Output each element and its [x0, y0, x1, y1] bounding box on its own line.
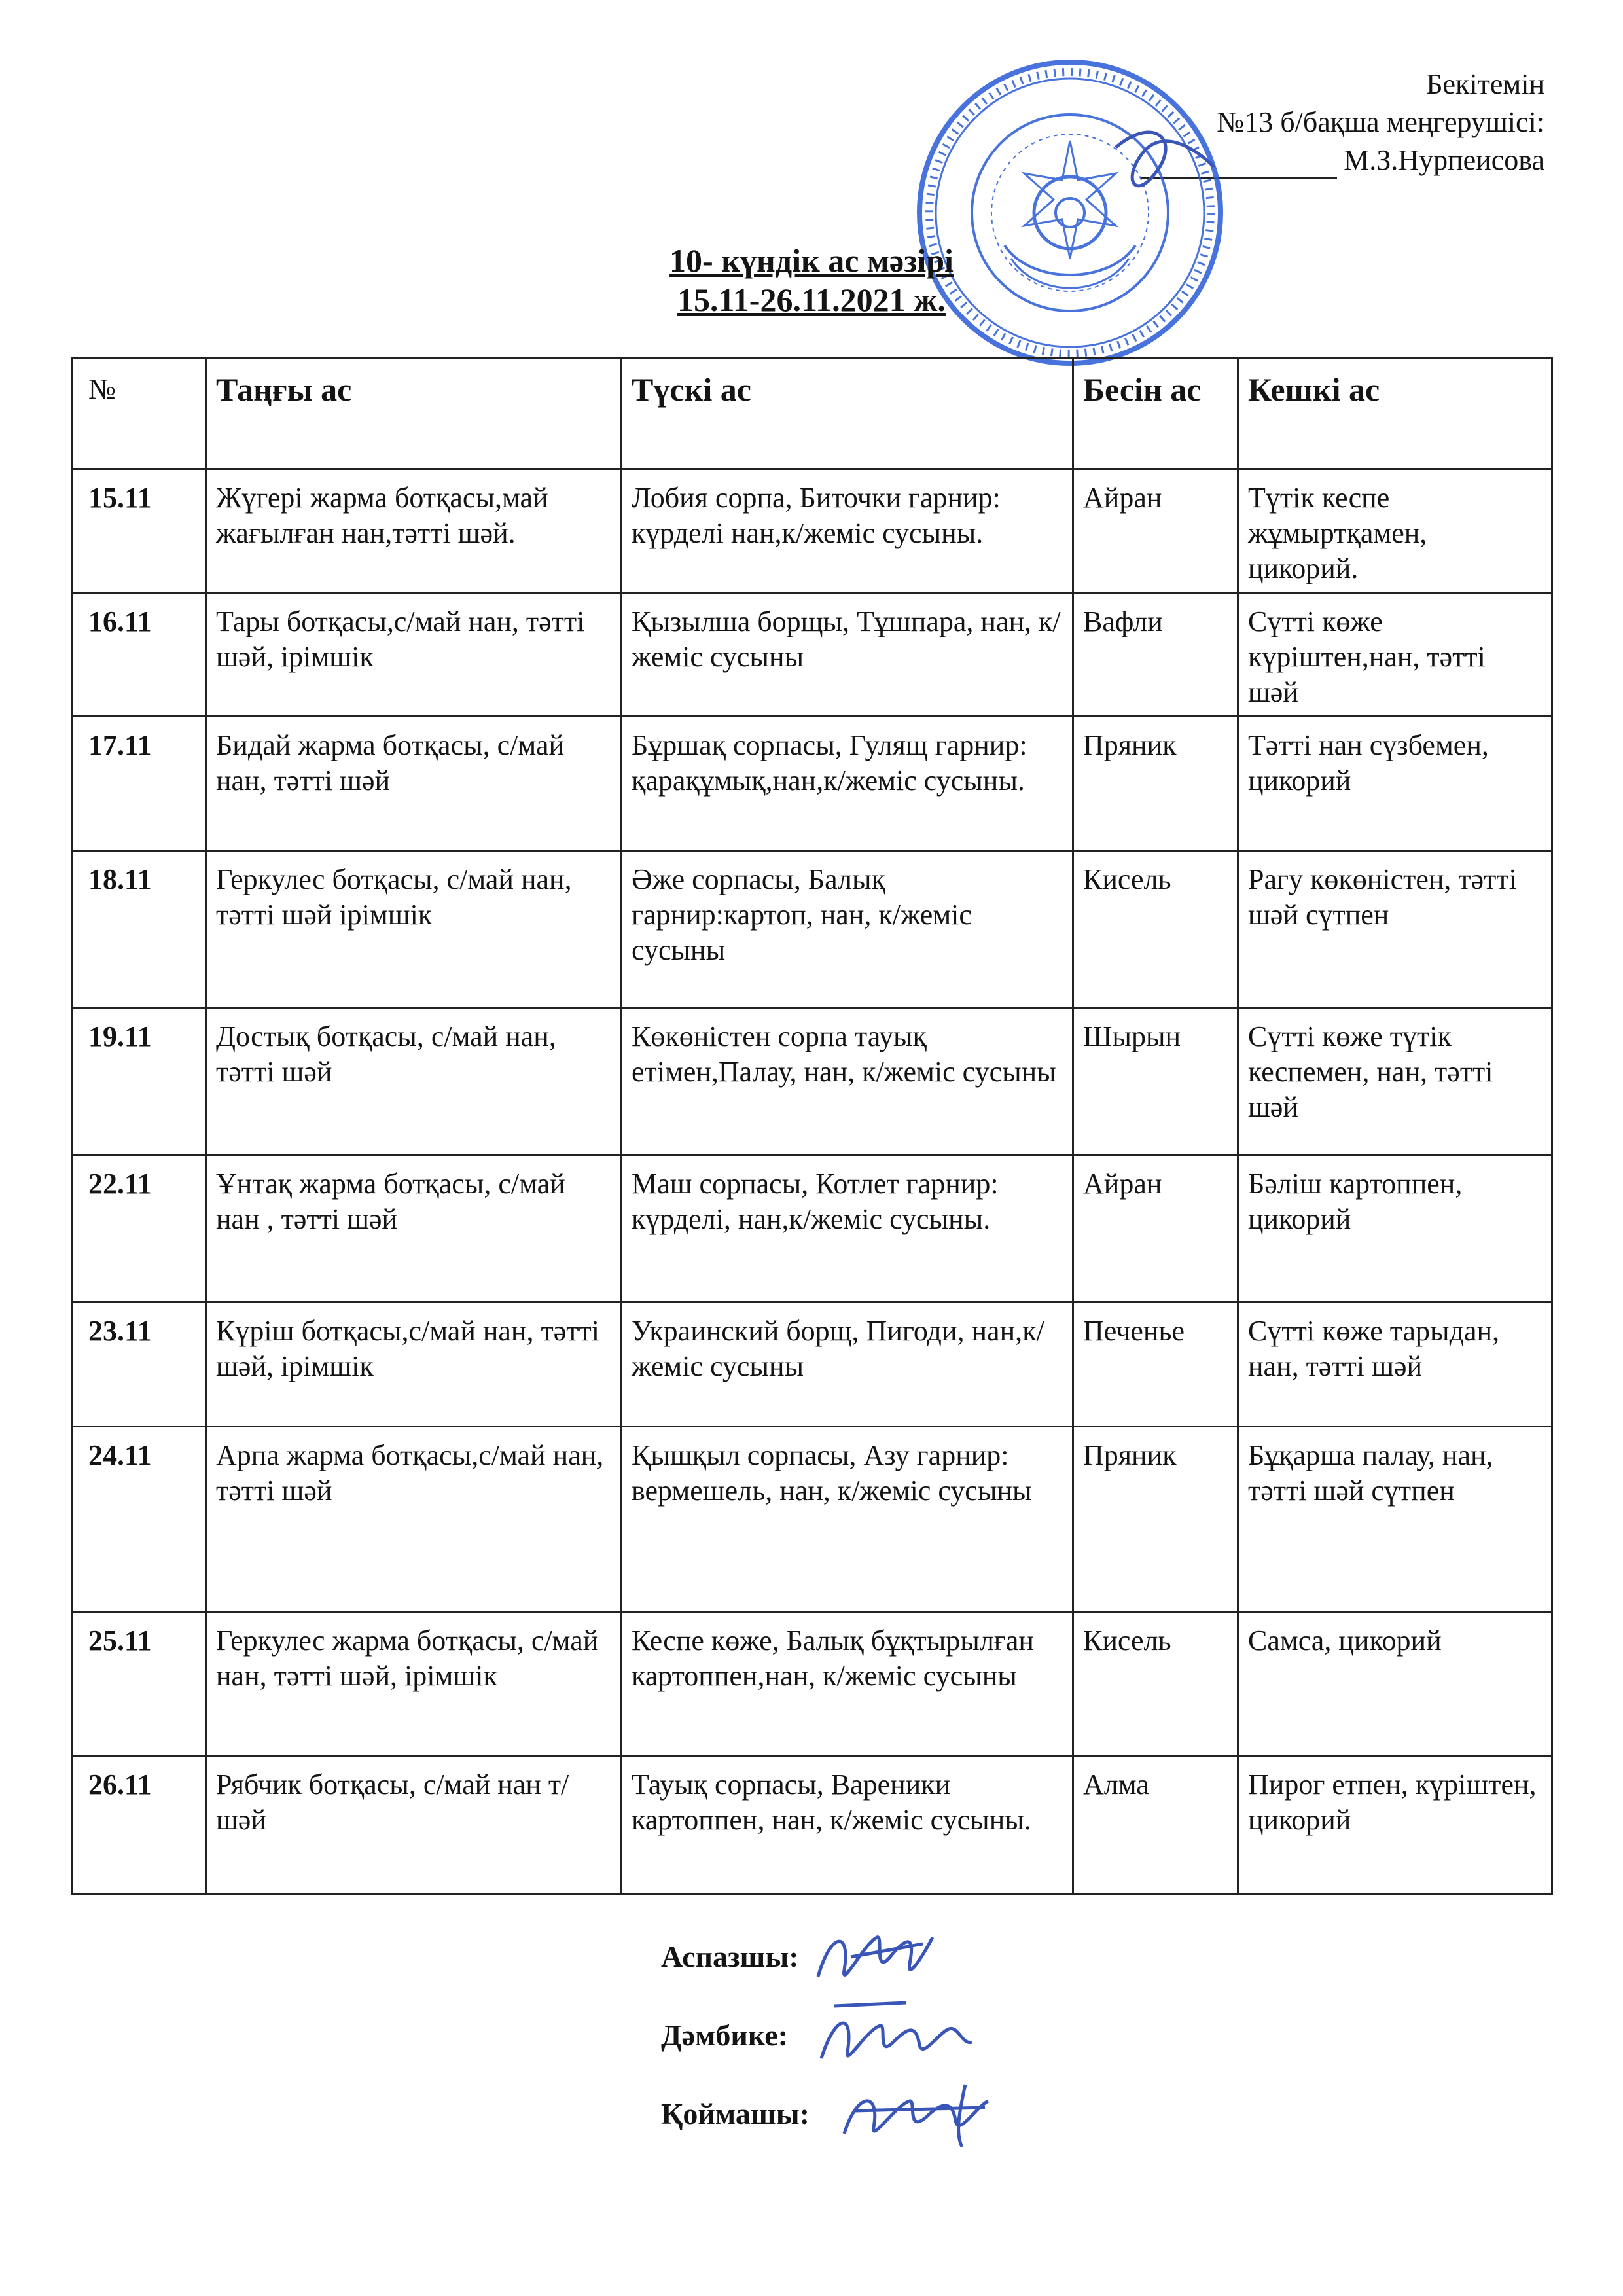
storekeeper-label: Қоймашы: — [661, 2097, 810, 2130]
row-lunch: Көкөністен сорпа тауық етімен,Палау, нан, к/жеміс сусыны — [622, 1008, 1073, 1155]
row-date: 19.11 — [72, 1008, 206, 1155]
approval-title: Бекітемін — [1426, 68, 1544, 100]
row-breakfast: Достық ботқасы, с/май нан, тәтті шәй — [206, 1008, 622, 1155]
row-dinner: Пирог етпен, күріштен, цикорий — [1238, 1756, 1552, 1895]
menu-title — [0, 241, 1623, 319]
official-seal-stamp — [906, 49, 1234, 376]
row-lunch: Тауық сорпасы, Вареники картоппен, нан, к/жеміс сусыны. — [622, 1756, 1073, 1895]
signature-row-storekeeper — [661, 2088, 810, 2166]
row-lunch: Украинский борщ, Пигоди, нан,к/жеміс сусыны — [622, 1302, 1073, 1427]
signature-row-nurse — [661, 2009, 810, 2088]
row-lunch: Қызылша борщы, Тұшпара, нан, к/жеміс сусыны — [622, 593, 1073, 717]
table-row — [72, 469, 1552, 593]
row-snack: Айран — [1073, 1155, 1238, 1302]
header-lunch: Түскі ас — [622, 358, 1073, 469]
row-breakfast: Арпа жарма ботқасы,с/май нан, тәтті шәй — [206, 1427, 622, 1612]
row-breakfast: Жүгері жарма ботқасы,май жағылған нан,тәтті шәй. — [206, 469, 622, 593]
table-row — [72, 1427, 1552, 1612]
row-breakfast: Күріш ботқасы,с/май нан, тәтті шәй, ірімшік — [206, 1302, 622, 1427]
header-dinner: Кешкі ас — [1238, 358, 1552, 469]
menu-title-line: 10- күндік ас мәзірі — [669, 242, 954, 279]
row-date: 25.11 — [72, 1612, 206, 1756]
header-breakfast: Таңғы ас — [206, 358, 622, 469]
row-lunch: Бұршақ сорпасы, Гулящ гарнир: қарақұмық,нан,к/жеміс сусыны. — [622, 717, 1073, 851]
table-row — [72, 717, 1552, 851]
nurse-label: Дәмбике: — [661, 2018, 788, 2052]
row-date: 17.11 — [72, 717, 206, 851]
row-date: 18.11 — [72, 851, 206, 1008]
row-lunch: Маш сорпасы, Котлет гарнир: күрделі, нан,к/жеміс сусыны. — [622, 1155, 1073, 1302]
menu-table — [71, 357, 1553, 1895]
menu-period: 15.11-26.11.2021 ж. — [677, 281, 946, 318]
row-lunch: Әже сорпасы, Балық гарнир:картоп, нан, к/жеміс сусыны — [622, 851, 1073, 1008]
row-snack: Кисель — [1073, 851, 1238, 1008]
approval-position: №13 б/бақша меңгерушісі: — [1217, 106, 1544, 138]
row-dinner: Түтік кеспе жұмыртқамен, цикорий. — [1238, 469, 1552, 593]
row-dinner: Сүтті көже күріштен,нан, тәтті шәй — [1238, 593, 1552, 717]
row-date: 24.11 — [72, 1427, 206, 1612]
table-row — [72, 1612, 1552, 1756]
header-number: № — [72, 358, 206, 469]
row-breakfast: Геркулес ботқасы, с/май нан, тәтті шәй ірімшік — [206, 851, 622, 1008]
row-snack: Айран — [1073, 469, 1238, 593]
row-snack: Пряник — [1073, 1427, 1238, 1612]
storekeeper-signature — [834, 2075, 1005, 2153]
signatures-block — [661, 1931, 810, 2166]
row-breakfast: Бидай жарма ботқасы, с/май нан, тәтті шәй — [206, 717, 622, 851]
table-row — [72, 1756, 1552, 1895]
row-breakfast: Рябчик ботқасы, с/май нан т/шәй — [206, 1756, 622, 1895]
row-lunch: Лобия сорпа, Биточки гарнир: күрделі нан,к/жеміс сусыны. — [622, 469, 1073, 593]
row-breakfast: Геркулес жарма ботқасы, с/май нан, тәтті шәй, ірімшік — [206, 1612, 622, 1756]
row-lunch: Қышқыл сорпасы, Азу гарнир: вермешель, нан, к/жеміс сусыны — [622, 1427, 1073, 1612]
row-breakfast: Тары ботқасы,с/май нан, тәтті шәй, ірімшік — [206, 593, 622, 717]
row-date: 23.11 — [72, 1302, 206, 1427]
row-date: 15.11 — [72, 469, 206, 593]
row-dinner: Сүтті көже түтік кеспемен, нан, тәтті шәй — [1238, 1008, 1552, 1155]
row-snack: Вафли — [1073, 593, 1238, 717]
row-dinner: Тәтті нан сүзбемен, цикорий — [1238, 717, 1552, 851]
row-dinner: Рагу көкөністен, тәтті шәй сүтпен — [1238, 851, 1552, 1008]
header-afternoon-snack: Бесін ас — [1073, 358, 1238, 469]
nurse-signature — [808, 1996, 978, 2075]
table-header-row — [72, 358, 1552, 469]
row-snack: Алма — [1073, 1756, 1238, 1895]
cook-signature — [812, 1918, 936, 1996]
row-dinner: Бәліш картоппен, цикорий — [1238, 1155, 1552, 1302]
row-snack: Кисель — [1073, 1612, 1238, 1756]
table-row — [72, 1008, 1552, 1155]
row-date: 26.11 — [72, 1756, 206, 1895]
table-row — [72, 1155, 1552, 1302]
table-row — [72, 593, 1552, 717]
row-dinner: Сүтті көже тарыдан, нан, тәтті шәй — [1238, 1302, 1552, 1427]
row-snack: Печенье — [1073, 1302, 1238, 1427]
row-dinner: Бұқарша палау, нан, тәтті шәй сүтпен — [1238, 1427, 1552, 1612]
table-row — [72, 851, 1552, 1008]
row-snack: Шырын — [1073, 1008, 1238, 1155]
cook-label: Аспазшы: — [661, 1940, 799, 1973]
approval-name: М.З.Нурпеисова — [1344, 144, 1544, 176]
row-date: 22.11 — [72, 1155, 206, 1302]
row-breakfast: Ұнтақ жарма ботқасы, с/май нан , тәтті шәй — [206, 1155, 622, 1302]
row-snack: Пряник — [1073, 717, 1238, 851]
table-row — [72, 1302, 1552, 1427]
row-lunch: Кеспе көже, Балық бұқтырылған картоппен,нан, к/жеміс сусыны — [622, 1612, 1073, 1756]
row-dinner: Самса, цикорий — [1238, 1612, 1552, 1756]
signature-row-cook — [661, 1931, 810, 2009]
row-date: 16.11 — [72, 593, 206, 717]
